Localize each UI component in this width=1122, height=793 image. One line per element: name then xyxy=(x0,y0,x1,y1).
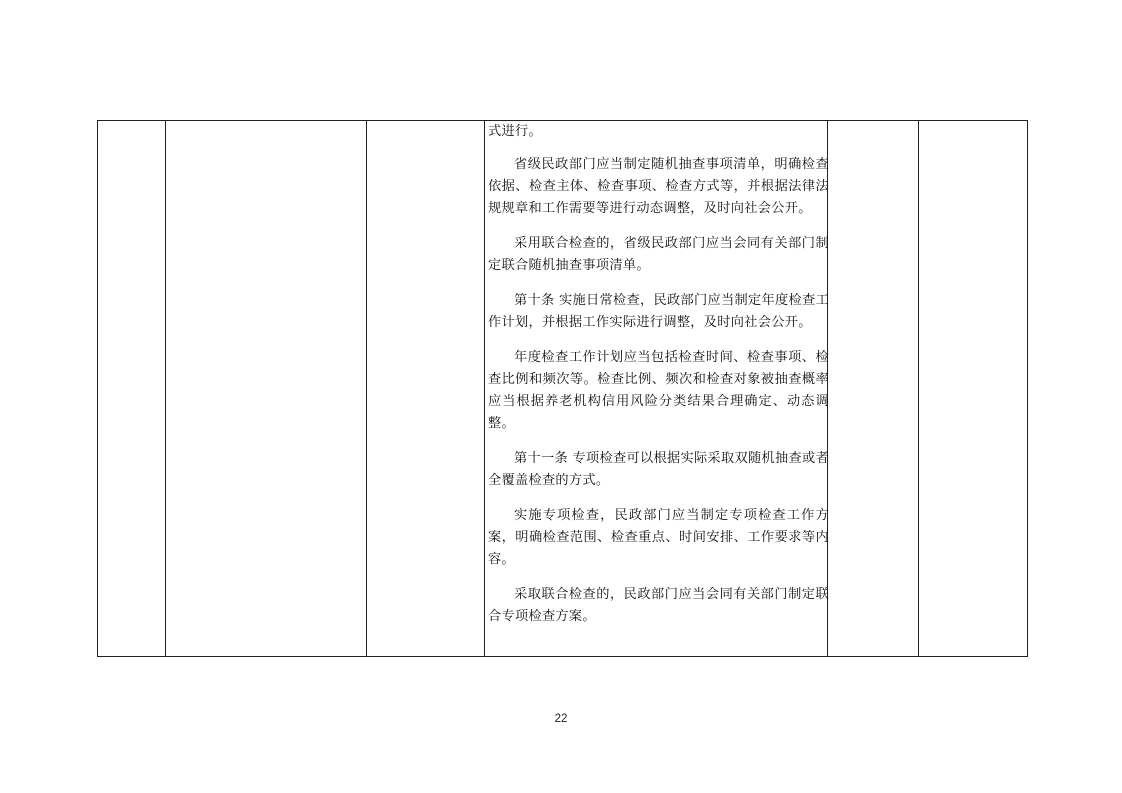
regulation-table xyxy=(97,120,1028,657)
page-number: 22 xyxy=(554,713,568,725)
paragraph: 省级民政部门应当制定随机抽查事项清单，明确检查依据、检查主体、检查事项、检查方式等，并根据法律法规规章和工作需要等进行动态调整，及时向社会公开。 xyxy=(488,157,829,216)
regulation-content-cell xyxy=(485,121,829,656)
column-divider-2 xyxy=(366,121,367,656)
column-divider-5 xyxy=(918,121,919,656)
paragraph: 年度检查工作计划应当包括检查时间、检查事项、检查比例和频次等。检查比例、频次和检查对象被抽查概率应当根据养老机构信用风险分类结果合理确定、动态调整。 xyxy=(488,350,829,431)
paragraph: 第十一条 专项检查可以根据实际采取双随机抽查或者全覆盖检查的方式。 xyxy=(488,451,829,488)
paragraph: 采取联合检查的，民政部门应当会同有关部门制定联合专项检查方案。 xyxy=(488,587,829,624)
paragraph: 采用联合检查的，省级民政部门应当会同有关部门制定联合随机抽查事项清单。 xyxy=(488,236,829,273)
paragraph: 式进行。 xyxy=(488,124,542,139)
paragraph: 第十条 实施日常检查，民政部门应当制定年度检查工作计划，并根据工作实际进行调整，及时向社会公开。 xyxy=(488,293,829,330)
paragraph: 实施专项检查，民政部门应当制定专项检查工作方案，明确检查范围、检查重点、时间安排、工作要求等内容。 xyxy=(488,508,829,567)
column-divider-1 xyxy=(165,121,166,656)
